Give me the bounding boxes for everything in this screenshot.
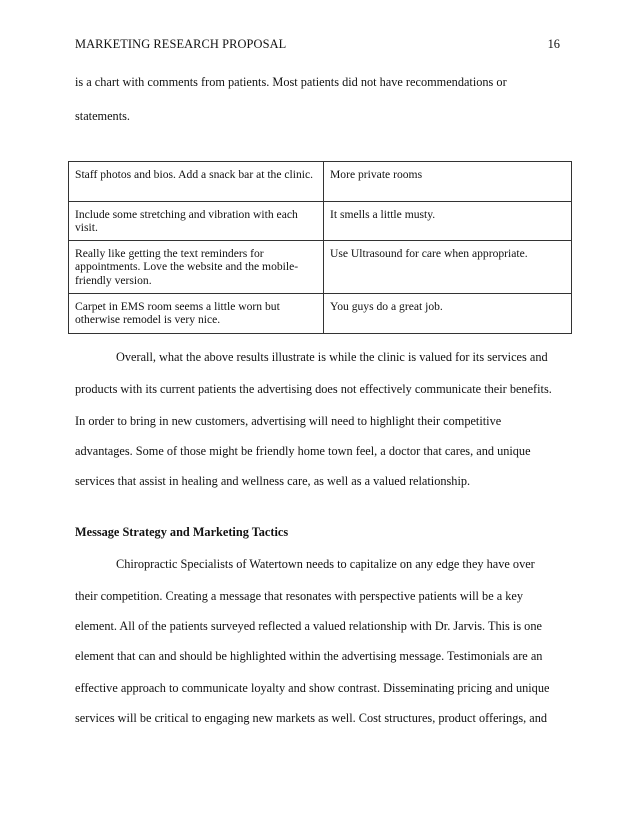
running-head: MARKETING RESEARCH PROPOSAL xyxy=(75,37,287,51)
table-row xyxy=(69,294,572,334)
table-cell: Carpet in EMS room seems a little worn but otherwise remodel is very nice. xyxy=(69,294,324,334)
paragraph-line: Chiropractic Specialists of Watertown needs to capitalize on any edge they have over xyxy=(116,557,535,571)
paragraph-line: advantages. Some of those might be friendly home town feel, a doctor that cares, and unique xyxy=(75,444,531,458)
paragraph-line: Overall, what the above results illustrate is while the clinic is valued for its services and xyxy=(116,350,548,364)
paragraph-line: effective approach to communicate loyalty and show contrast. Disseminating pricing and unique xyxy=(75,681,550,695)
paragraph-line: their competition. Creating a message that resonates with perspective patients will be a key xyxy=(75,589,524,603)
patient-comments-table xyxy=(68,161,572,334)
paragraph-line: products with its current patients the advertising does not effectively communicate their benefits. xyxy=(75,382,552,396)
table-row xyxy=(69,241,572,294)
paragraph-line: element that can and should be highlighted within the advertising message. Testimonials are an xyxy=(75,649,543,663)
paragraph-line: In order to bring in new customers, advertising will need to highlight their competitive xyxy=(75,414,502,428)
table-cell: Really like getting the text reminders for appointments. Love the website and the mobile-friendly version. xyxy=(69,241,324,294)
table-row xyxy=(69,162,572,202)
table-cell: Staff photos and bios. Add a snack bar at the clinic. xyxy=(69,162,324,202)
section-heading: Message Strategy and Marketing Tactics xyxy=(75,525,289,539)
table-cell: More private rooms xyxy=(324,162,572,202)
table-cell: You guys do a great job. xyxy=(324,294,572,334)
intro-line: is a chart with comments from patients. Most patients did not have recommendations or xyxy=(75,75,507,89)
table-cell: Include some stretching and vibration with each visit. xyxy=(69,202,324,241)
page-number: 16 xyxy=(547,37,560,51)
paragraph-line: services will be critical to engaging new markets as well. Cost structures, product offerings, and xyxy=(75,711,548,725)
paragraph-line: element. All of the patients surveyed reflected a valued relationship with Dr. Jarvis. This is one xyxy=(75,619,542,633)
paragraph-line: services that assist in healing and wellness care, as well as a valued relationship. xyxy=(75,474,471,488)
table-cell: It smells a little musty. xyxy=(324,202,572,241)
table-row xyxy=(69,202,572,241)
table-cell: Use Ultrasound for care when appropriate. xyxy=(324,241,572,294)
intro-line: statements. xyxy=(75,109,130,123)
